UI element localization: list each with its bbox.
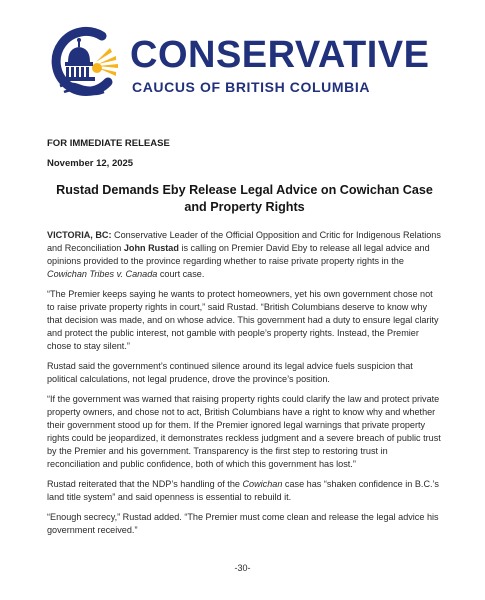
release-label: FOR IMMEDIATE RELEASE <box>47 138 170 149</box>
end-marker: -30- <box>234 563 251 573</box>
paragraph-6: “Enough secrecy,” Rustad added. “The Premier must come clean and release the legal advice his government received.” <box>47 512 439 536</box>
release-date: November 12, 2025 <box>47 158 134 170</box>
headline-line-1: Rustad Demands Eby Release Legal Advice on Cowichan Case <box>56 182 433 197</box>
paragraph-3: Rustad said the government’s continued silence around its legal advice fuels suspicion that political calculations, not legal prudence, drove the province’s position. <box>47 361 413 385</box>
paragraph-5-text-a: Rustad reiterated that the NDP’s handling of the <box>47 479 243 490</box>
case-name-short: Cowichan <box>242 479 283 490</box>
paragraph-5 <box>47 478 442 504</box>
paragraph-5-text-b: case has “shaken confidence in B.C.’s land title system” and said openness is essential to rebuild it. <box>47 479 439 503</box>
headline-line-2: and Property Rights <box>184 200 305 215</box>
paragraph-1-text-c: court case. <box>157 269 205 280</box>
logo-subtitle: CAUCUS OF BRITISH COLUMBIA <box>132 79 371 95</box>
dateline: VICTORIA, BC: <box>47 230 112 241</box>
logo-wordmark: CONSERVATIVE <box>130 34 430 76</box>
paragraph-2: “The Premier keeps saying he wants to protect homeowners, yet his own government chose not to raise private property rights in court,” said Rustad. “British Columbians deserve to know why that decision was made, and on whose advice. This government had a duty to ensure legal clarity and protect the public interest, not gamble with people’s property rights. Instead, the Premier chose to stay silent.” <box>47 289 439 352</box>
legislature-dome-icon <box>50 26 120 98</box>
paragraph-1 <box>47 229 442 281</box>
release-content <box>47 138 442 544</box>
paragraph-4: “If the government was warned that raising property rights could clarify the law and protect private property owners, and chose not to act, British Columbians have a right to know why and whether their government stood up for them. If the Premier ignored legal warnings that private property rights could be jeopardized, it demonstrates reckless judgment and a severe breach of public trust by the Premier and his government. Transparency is the first step to restoring trust in reconciliation and public confidence, both of which this government has lost.” <box>47 394 441 470</box>
case-name: Cowichan Tribes v. Canada <box>47 269 158 280</box>
conservative-caucus-logo <box>50 26 440 106</box>
speaker-name: John Rustad <box>123 243 179 254</box>
paragraph-1-text-b: is calling on Premier David Eby to release all legal advice and opinions provided to the province regarding whether to raise private property rights in the <box>47 243 430 267</box>
headline <box>47 182 442 217</box>
paragraph-1-text-a: Conservative Leader of the Official Opposition and Critic for Indigenous Relations and Reconciliation <box>47 230 441 254</box>
